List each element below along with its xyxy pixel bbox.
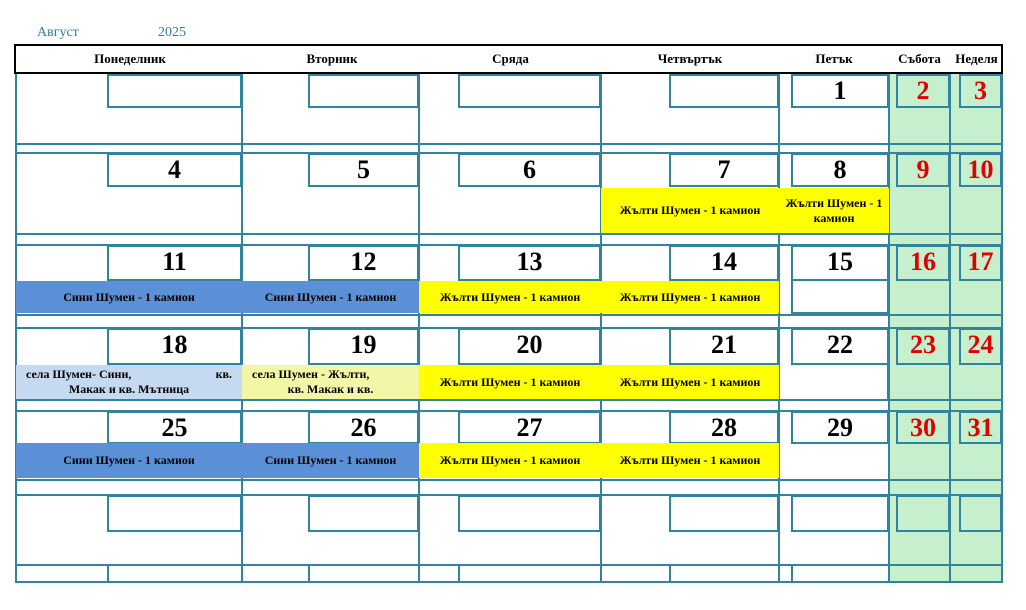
day-empty	[896, 495, 950, 532]
weekday-monday: Понеделник	[94, 51, 166, 66]
event-day-11: Сини Шумен - 1 камион	[16, 281, 242, 313]
day-30: 30	[896, 411, 950, 444]
event-day-20: Жълти Шумен - 1 камион	[419, 365, 601, 399]
weekday-friday: Петък	[815, 51, 853, 66]
event-day-18-line1: села Шумен- Сини,	[26, 367, 132, 381]
day-13: 13	[458, 245, 601, 281]
weekday-saturday: Събота	[898, 51, 941, 66]
day-10: 10	[959, 153, 1002, 187]
day-empty	[959, 495, 1002, 532]
event-day-28: Жълти Шумен - 1 камион	[601, 443, 779, 478]
day-12: 12	[308, 245, 419, 281]
grid-line	[308, 564, 310, 583]
day-14: 14	[669, 245, 779, 281]
day-empty	[458, 495, 601, 532]
day-empty	[107, 495, 242, 532]
grid-line	[107, 564, 109, 583]
empty-slot	[779, 365, 889, 399]
day-6: 6	[458, 153, 601, 187]
day-2: 2	[896, 74, 950, 108]
day-15: 15	[791, 245, 889, 281]
day-22: 22	[791, 328, 889, 365]
day-1: 1	[791, 74, 889, 108]
day-11: 11	[107, 245, 242, 281]
event-day-19-line2: кв. Макак и кв.	[287, 382, 374, 396]
grid-line	[669, 564, 671, 583]
day-24: 24	[959, 328, 1002, 365]
grid-line	[791, 564, 793, 583]
day-23: 23	[896, 328, 950, 365]
grid-line	[15, 564, 1003, 566]
weekday-header	[14, 44, 1003, 74]
event-day-8: Жълти Шумен - 1 камион	[779, 188, 889, 233]
day-4: 4	[107, 153, 242, 187]
grid-line	[15, 479, 1003, 481]
event-day-14: Жълти Шумен - 1 камион	[601, 281, 779, 313]
grid-line	[458, 564, 460, 583]
event-day-21: Жълти Шумен - 1 камион	[601, 365, 779, 399]
day-27: 27	[458, 411, 601, 444]
day-empty	[669, 495, 779, 532]
day-16: 16	[896, 245, 950, 281]
empty-slot	[791, 281, 889, 314]
day-25: 25	[107, 411, 242, 444]
event-day-12: Сини Шумен - 1 камион	[242, 281, 419, 313]
grid-line	[15, 399, 1003, 401]
month-label: Август	[37, 25, 79, 40]
weekday-sunday: Неделя	[955, 51, 998, 66]
grid-line	[15, 581, 1003, 583]
day-7: 7	[669, 153, 779, 187]
day-31: 31	[959, 411, 1002, 444]
year-label: 2025	[158, 25, 186, 40]
day-empty	[458, 74, 601, 108]
weekday-thursday: Четвъртък	[657, 51, 723, 66]
day-17: 17	[959, 245, 1002, 281]
event-day-19-line1: села Шумен - Жълти,	[252, 367, 370, 381]
day-28: 28	[669, 411, 779, 444]
event-day-18-line1b: кв.	[215, 367, 232, 381]
day-empty	[308, 74, 419, 108]
day-empty	[669, 74, 779, 108]
event-day-13: Жълти Шумен - 1 камион	[419, 281, 601, 313]
event-day-18-line2: Макак и кв. Мътница	[68, 382, 190, 396]
event-day-26: Сини Шумен - 1 камион	[242, 443, 419, 478]
weekday-wednesday: Сряда	[492, 51, 529, 66]
weekday-tuesday: Вторник	[306, 51, 358, 66]
event-day-25: Сини Шумен - 1 камион	[16, 443, 242, 478]
day-26: 26	[308, 411, 419, 444]
event-day-7: Жълти Шумен - 1 камион	[601, 188, 779, 233]
day-5: 5	[308, 153, 419, 187]
grid-line	[15, 314, 1003, 316]
grid-line	[15, 143, 1003, 145]
day-empty	[107, 74, 242, 108]
day-29: 29	[791, 411, 889, 444]
day-18: 18	[107, 328, 242, 365]
day-19: 19	[308, 328, 419, 365]
grid-line	[15, 233, 1003, 235]
day-9: 9	[896, 153, 950, 187]
event-day-27: Жълти Шумен - 1 камион	[419, 443, 601, 478]
day-21: 21	[669, 328, 779, 365]
event-day-18	[16, 365, 242, 399]
day-empty	[308, 495, 419, 532]
day-20: 20	[458, 328, 601, 365]
event-day-19	[242, 365, 419, 399]
day-empty	[791, 495, 889, 532]
day-8: 8	[791, 153, 889, 187]
day-3: 3	[959, 74, 1002, 108]
